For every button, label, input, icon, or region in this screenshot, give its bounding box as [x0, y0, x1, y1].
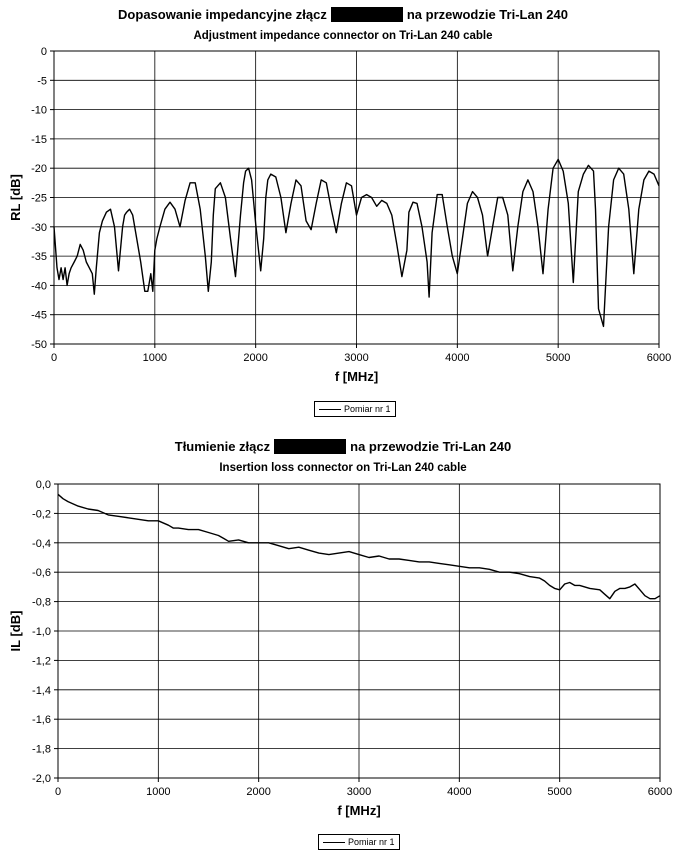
- chart-legend: [314, 401, 396, 417]
- y-tick-label: -45: [31, 309, 47, 322]
- legend-swatch: [319, 409, 341, 410]
- y-tick-label: -15: [31, 133, 47, 146]
- y-tick-label: -0,2: [32, 508, 51, 521]
- y-tick-label: -1,8: [32, 743, 51, 756]
- x-tick-label: 1000: [146, 786, 171, 798]
- y-axis-title: RL [dB]: [8, 174, 23, 221]
- x-tick-label: 5000: [545, 352, 571, 364]
- y-tick-label: -25: [31, 192, 47, 205]
- y-tick-label: -5: [37, 75, 47, 88]
- y-tick-label: -2,0: [32, 773, 51, 785]
- x-tick-label: 3000: [346, 786, 372, 798]
- chart-subtitle: Adjustment impedance connector on Tri-Lan 240 cable: [193, 30, 493, 42]
- x-tick-label: 1000: [142, 352, 168, 364]
- chart-title-prefix: Dopasowanie impedancyjne złącz: [118, 7, 327, 22]
- chart-title-suffix: na przewodzie Tri-Lan 240: [406, 7, 568, 22]
- insertion-loss-plot: [0, 430, 686, 865]
- x-tick-label: 6000: [647, 786, 673, 798]
- y-tick-label: -35: [31, 251, 47, 264]
- y-tick-label: -1,2: [32, 655, 51, 668]
- x-tick-label: 4000: [447, 786, 472, 798]
- y-tick-label: -0,6: [32, 567, 51, 580]
- x-tick-label: 2000: [246, 786, 271, 798]
- x-tick-label: 0: [50, 352, 58, 364]
- legend-label: Pomiar nr 1: [344, 404, 391, 414]
- y-tick-label: -1,0: [32, 626, 51, 638]
- x-tick-label: 2000: [243, 352, 268, 364]
- y-tick-label: -1,4: [32, 684, 51, 697]
- y-tick-label: -50: [31, 339, 47, 351]
- chart-title-prefix: Tłumienie złącz: [174, 439, 271, 454]
- legend-label: Pomiar nr 1: [348, 837, 395, 847]
- y-tick-label: -0,8: [32, 596, 51, 609]
- insertion-loss-chart: [0, 430, 686, 865]
- chart-title-suffix: na przewodzie Tri-Lan 240: [350, 439, 512, 454]
- y-tick-label: -20: [31, 163, 47, 176]
- chart-subtitle: Insertion loss connector on Tri-Lan 240 cable: [219, 462, 467, 474]
- x-tick-label: 6000: [646, 352, 672, 364]
- y-tick-label: -30: [31, 221, 47, 234]
- legend-swatch: [323, 842, 345, 843]
- y-tick-label: 0: [40, 46, 47, 58]
- chart-legend: [318, 834, 400, 850]
- x-tick-label: 5000: [547, 786, 572, 798]
- x-tick-label: 4000: [445, 352, 470, 364]
- x-tick-label: 0: [54, 786, 62, 798]
- y-tick-label: -10: [31, 104, 47, 117]
- y-tick-label: 0,0: [35, 479, 51, 491]
- return-loss-plot: [0, 0, 686, 425]
- y-tick-label: -0,4: [32, 537, 51, 550]
- x-axis-title: f [MHz]: [337, 803, 381, 818]
- y-tick-label: -40: [31, 280, 47, 293]
- return-loss-chart: [0, 0, 686, 425]
- x-axis-title: f [MHz]: [334, 369, 379, 384]
- y-tick-label: -1,6: [32, 714, 51, 727]
- x-tick-label: 3000: [344, 352, 369, 364]
- y-axis-title: IL [dB]: [8, 610, 23, 652]
